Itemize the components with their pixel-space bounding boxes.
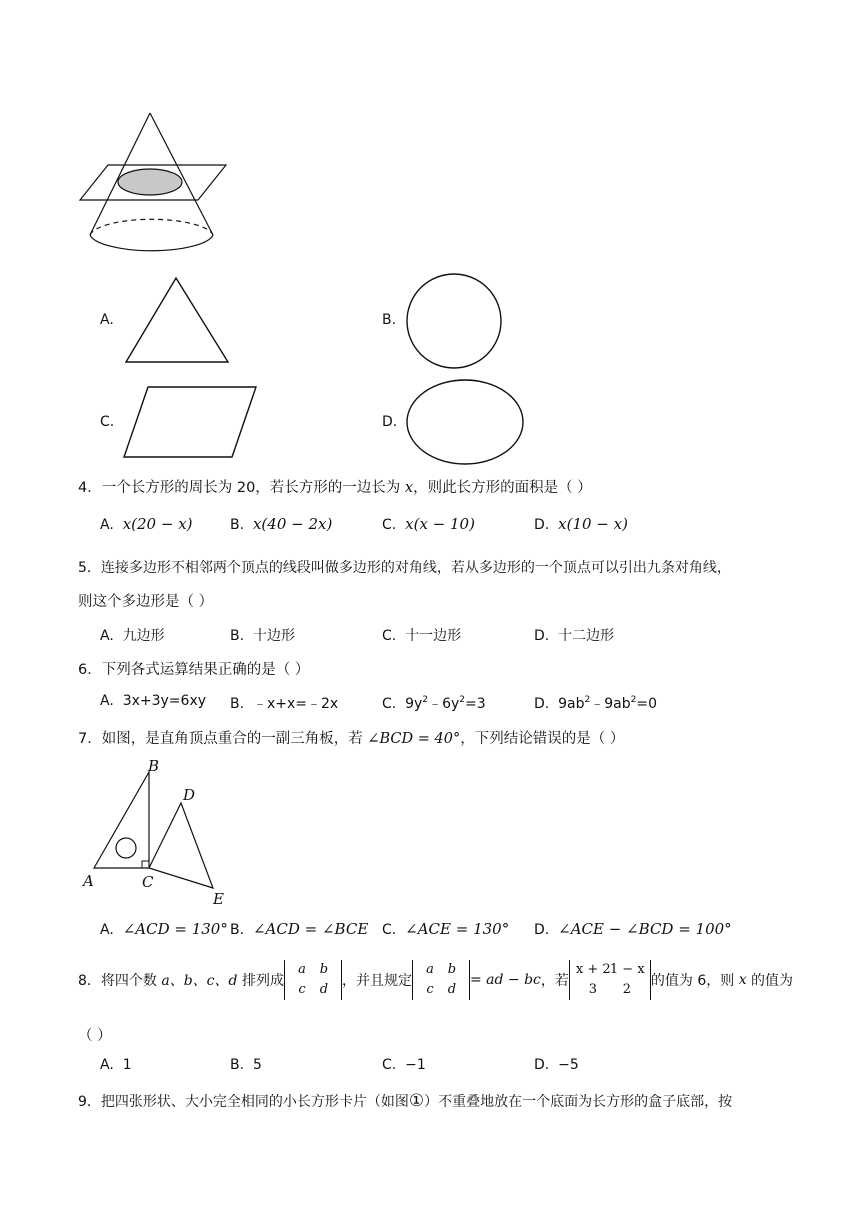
option-letter: B. (230, 922, 245, 938)
q8-text-6: 的值为 (746, 973, 794, 989)
q4-text-a: 一个长方形的周长为 20，若长方形的一边长为 (101, 480, 405, 496)
set-squares-figure (80, 755, 230, 907)
option-text-part: 9ab (558, 696, 585, 712)
q5-question-line2: 则这个多边形是（ ） (78, 594, 214, 610)
q4-option-b (230, 515, 332, 533)
exponent: 2 (422, 695, 429, 705)
q8-vars: a、b、c、d (161, 973, 238, 989)
q8-text-4: ，若 (540, 973, 569, 989)
option-letter: B. (230, 517, 245, 533)
q6-text: 下列各式运算结果正确的是（ ） (101, 662, 310, 678)
q5-option-c (382, 625, 461, 645)
q9-text-b: ）不重叠地放在一个底面为长方形的盒子底部，按 (424, 1094, 733, 1110)
exponent: 2 (630, 695, 637, 705)
det-cell: 3 (588, 982, 598, 997)
option-letter: C. (382, 922, 397, 938)
option-text: x(40 − 2x) (252, 515, 333, 533)
point-label-a: A (83, 872, 94, 890)
q6-option-c (382, 693, 486, 713)
determinant-3 (569, 960, 651, 1000)
q5-option-d (534, 625, 614, 645)
q9-question (78, 1091, 732, 1111)
det-cell: d (319, 982, 329, 997)
q8-option-c (382, 1057, 426, 1073)
option-letter: D. (534, 1057, 550, 1073)
q6-option-b (230, 693, 338, 713)
exponent: 2 (584, 695, 591, 705)
option-text-part: 9y (405, 696, 423, 712)
option-letter: A. (100, 517, 114, 533)
option-text: 十二边形 (558, 628, 615, 644)
point-label-d: D (183, 786, 196, 804)
q7-text-a: 如图，是直角顶点重合的一副三角板，若 (101, 731, 368, 747)
point-label-e: E (213, 890, 224, 908)
determinant-2 (412, 960, 470, 1000)
option-text: 5 (252, 1057, 262, 1073)
q8-option-d (534, 1057, 579, 1073)
ellipse-icon (404, 378, 526, 468)
q7-option-d (534, 920, 732, 938)
point-label-c: C (142, 873, 154, 891)
det-cell: c (426, 982, 434, 997)
option-text-part: =0 (636, 696, 657, 712)
det-cell: d (447, 982, 457, 997)
option-letter: C. (382, 696, 397, 712)
q6-question (78, 658, 309, 679)
q8-text-1: 将四个数 (100, 973, 162, 989)
option-text: 十边形 (252, 628, 295, 644)
det-cell: a (298, 962, 306, 977)
option-text-part: =3 (465, 696, 486, 712)
q8-text-2: 排列成 (237, 973, 284, 989)
q5-option-b (230, 625, 295, 645)
det-cell: a (426, 962, 434, 977)
option-letter: B. (230, 1057, 245, 1073)
q8-paren: （ ） (78, 1028, 112, 1044)
q8-formula: = ad − bc (469, 972, 541, 988)
option-text: x(x − 10) (405, 515, 475, 533)
option-letter: A. (100, 922, 114, 938)
det-cell: 1 − x (609, 962, 645, 977)
option-text: 九边形 (122, 628, 165, 644)
q3-option-d-letter: D. (382, 414, 398, 430)
q5-text-line1: 连接多边形不相邻两个顶点的线段叫做多边形的对角线，若从多边形的一个顶点可以引出九条对角线， (100, 560, 731, 576)
option-text: ∠ACD = 130° (122, 920, 228, 938)
option-letter: A. (100, 628, 114, 644)
option-text: x(10 − x) (558, 515, 628, 533)
q3-option-b-letter: B. (382, 312, 397, 328)
q3-option-a-letter: A. (100, 312, 114, 328)
q7-math: ∠BCD = 40° (367, 731, 461, 747)
q4-question (78, 476, 592, 497)
det-cell: x + 2 (575, 962, 611, 977)
option-text: x(20 − x) (122, 515, 193, 533)
q9-number: 9． (78, 1094, 101, 1110)
option-text: 十一边形 (405, 628, 462, 644)
q5-question-line1 (78, 557, 731, 577)
q7-option-a (100, 920, 228, 938)
q4-number: 4． (78, 480, 102, 496)
triangle-icon (124, 276, 230, 364)
q8-var: x (738, 972, 747, 988)
option-letter: D. (534, 922, 550, 938)
det-cell: 2 (622, 982, 632, 997)
q5-number: 5． (78, 560, 101, 576)
q4-option-d (534, 515, 628, 533)
option-text: −1 (405, 1057, 426, 1073)
option-text-part: ﹣6y (428, 696, 460, 712)
option-text: ∠ACE = 130° (405, 920, 510, 938)
option-text: −5 (558, 1057, 579, 1073)
option-letter: C. (382, 517, 397, 533)
option-letter: D. (534, 696, 550, 712)
q6-number: 6． (78, 662, 102, 678)
option-text: 3x+3y=6xy (122, 693, 207, 709)
option-text: ﹣x+x=﹣2x (252, 696, 339, 712)
q8-option-a (100, 1057, 132, 1073)
option-text: ∠ACD = ∠BCE (252, 920, 369, 938)
q7-option-c (382, 920, 509, 938)
exponent: 2 (459, 695, 466, 705)
q4-option-c (382, 515, 475, 533)
q7-question (78, 727, 624, 748)
q5-option-a (100, 625, 165, 645)
q4-var: x (404, 480, 414, 496)
option-letter: B. (230, 628, 245, 644)
q3-option-c-letter: C. (100, 414, 115, 430)
q9-circled-number: ① (408, 1091, 425, 1111)
option-text-part: ﹣9ab (590, 696, 631, 712)
determinant-1 (284, 960, 342, 1000)
q4-text-b: ，则此长方形的面积是（ ） (413, 480, 592, 496)
det-cell: b (447, 962, 457, 977)
option-text: ∠ACE − ∠BCD = 100° (558, 920, 732, 938)
circle-icon (404, 272, 504, 372)
q8-question (78, 960, 793, 1000)
q6-option-a (100, 693, 206, 709)
q9-text-a: 把四张形状、大小完全相同的小长方形卡片（如图 (100, 1094, 409, 1110)
option-letter: A. (100, 1057, 114, 1073)
option-letter: D. (534, 517, 550, 533)
q6-option-d (534, 693, 657, 713)
option-letter: C. (382, 628, 397, 644)
option-letter: C. (382, 1057, 397, 1073)
q7-option-b (230, 920, 368, 938)
q7-number: 7． (78, 731, 102, 747)
option-letter: D. (534, 628, 550, 644)
det-cell: c (298, 982, 306, 997)
q8-text-3: ，并且规定 (341, 973, 412, 989)
q8-option-b (230, 1057, 262, 1073)
parallelogram-icon (122, 385, 258, 459)
det-cell: b (319, 962, 329, 977)
option-letter: B. (230, 696, 245, 712)
q8-text-5: 的值为 6，则 (650, 973, 739, 989)
q7-text-b: ，下列结论错误的是（ ） (460, 731, 625, 747)
point-label-b: B (148, 757, 160, 775)
q8-number: 8． (78, 973, 101, 989)
q4-option-a (100, 515, 193, 533)
option-letter: A. (100, 693, 114, 709)
option-text: 1 (122, 1057, 132, 1073)
cone-plane-figure (78, 110, 228, 260)
